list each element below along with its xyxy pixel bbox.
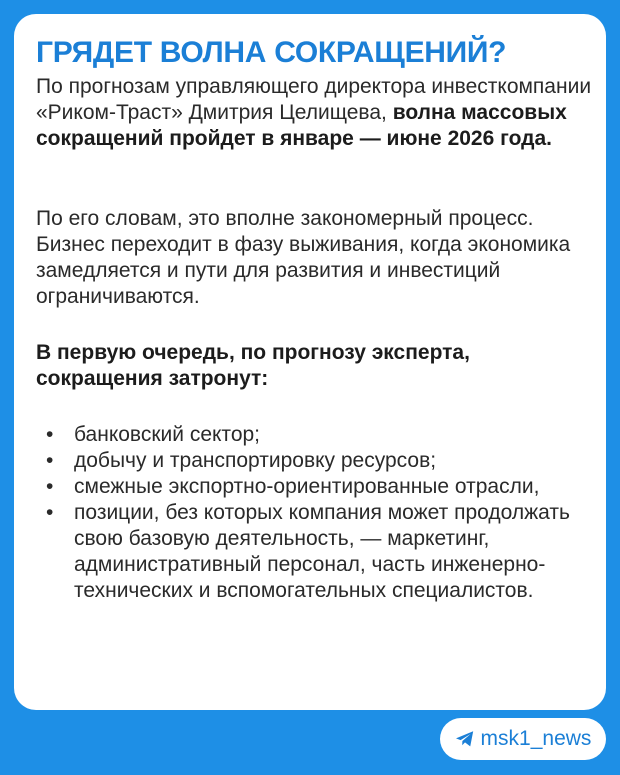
paragraph-forecast-highlight: волна массовых сокращений пройдет в январе — июне 2026 года. [36,101,567,150]
bullet-icon: • [46,423,54,446]
list-item [36,474,596,500]
post-card [14,14,606,710]
list-item [36,448,596,474]
channel-tag[interactable] [440,718,606,760]
bullet-icon: • [46,501,54,524]
list-item-text: банковский сектор; [74,423,261,446]
list-item [36,500,596,604]
list-item [36,422,596,448]
paragraph-reasoning: По его словам, это вполне закономерный процесс. Бизнес переходит в фазу выживания, когда экономика замедляется и пути для развития и инвестиций ограничиваются. [36,207,571,308]
paragraph-list-intro: В первую очередь, по прогнозу эксперта, сокращения затронут: [36,341,470,390]
list-item-text: смежные экспортно-ориентированные отрасли, [74,475,540,498]
list-item-text: позиции, без которых компания может продолжать свою базовую деятельность, — маркетинг, административный персонал, часть инженерно-технических и вспомогательных специалистов. [74,501,570,602]
telegram-plane-icon [455,730,475,748]
bullet-icon: • [46,449,54,472]
list-item-text: добычу и транспортировку ресурсов; [74,449,437,472]
paragraph-forecast [36,74,596,152]
channel-name: msk1_news [480,727,592,750]
headline: ГРЯДЕТ ВОЛНА СОКРАЩЕНИЙ? [36,36,507,69]
paragraph-forecast-text: По прогнозам управляющего директора инвесткомпании «Риком-Траст» Дмитрия Целищева, [36,75,592,124]
affected-sectors-list [36,422,596,604]
bullet-icon: • [46,475,54,498]
